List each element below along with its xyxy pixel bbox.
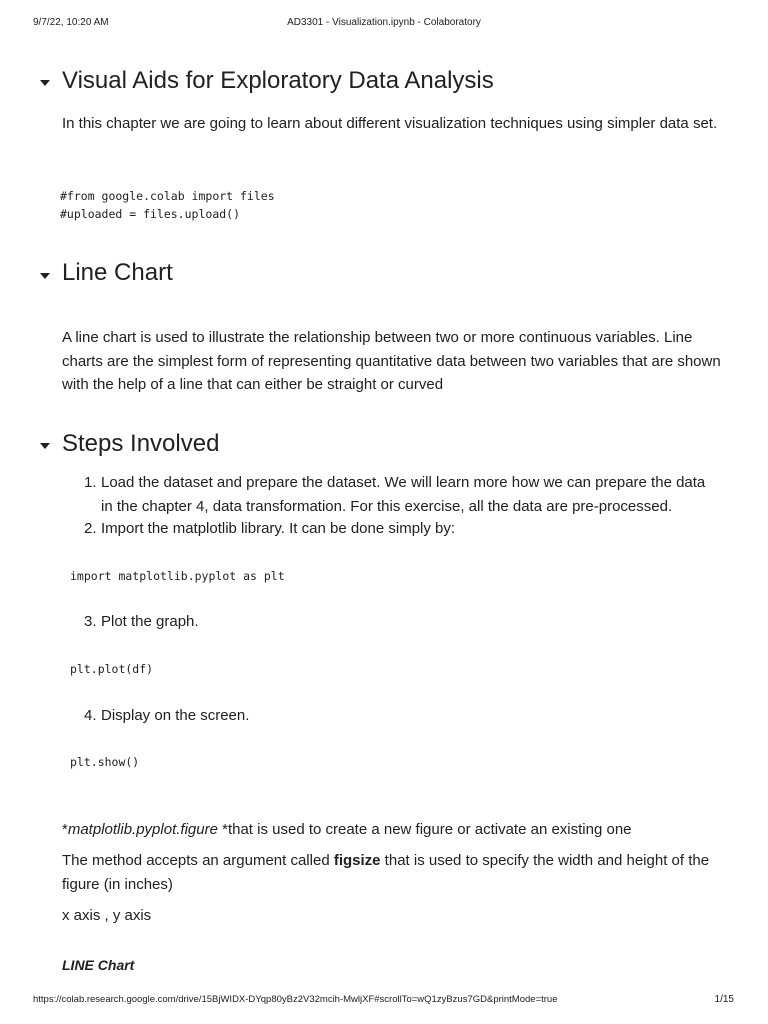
code-cell-import[interactable]: import matplotlib.pyplot as plt: [70, 569, 285, 583]
print-footer-url: https://colab.research.google.com/drive/15BjWIDX-DYqp80yBz2V32mcih-MwljXF#scrollTo=wQ1zyBzus7GD&printMode=true: [33, 994, 558, 1005]
code-line: #uploaded = files.upload(): [60, 206, 241, 221]
code-cell-upload[interactable]: [60, 188, 275, 223]
note-before: The method accepts an argument called: [62, 852, 334, 869]
print-header-datetime: 9/7/22, 10:20 AM: [33, 17, 109, 28]
list-item-text: Plot the graph.: [101, 613, 199, 630]
list-item-number: 3.: [84, 613, 97, 630]
list-item-number: 1.: [84, 474, 97, 491]
figsize-note: [62, 849, 730, 896]
figsize-keyword: figsize: [333, 852, 381, 869]
note-after: that is used to specify the width and height of the figure (in inches): [62, 852, 710, 893]
collapse-section-caret-icon[interactable]: [40, 443, 50, 449]
list-item: [84, 517, 721, 541]
figure-function-note: [62, 818, 730, 842]
visual-aids-intro-text: In this chapter we are going to learn about different visualization techniques using simpler data set.: [62, 115, 718, 132]
code-line: #from google.colab import files: [60, 189, 275, 203]
list-item-number: 4.: [84, 707, 97, 724]
note-suffix: *that is used to create a new figure or activate an existing one: [217, 821, 632, 838]
print-header-title: AD3301 - Visualization.ipynb - Colaboratory: [287, 17, 481, 28]
list-item-text: Load the dataset and prepare the dataset. We will learn more how we can prepare the data in the chapter 4, data transformation. For this exercise, all the data are pre-processed.: [101, 474, 706, 515]
code-cell-show[interactable]: plt.show(): [70, 755, 140, 769]
list-item-number: 2.: [84, 520, 97, 537]
list-item: [84, 704, 721, 728]
list-item-text: Display on the screen.: [101, 707, 250, 724]
function-name-italic: matplotlib.pyplot.figure: [67, 821, 218, 838]
line-chart-description: A line chart is used to illustrate the relationship between two or more continuous variables. Line charts are the simplest form of representing quantitative data between two variables that are shown with the help of a line that can either be straight or curved: [62, 329, 721, 393]
axis-note: x axis , y axis: [62, 907, 152, 924]
list-item-text: Import the matplotlib library. It can be done simply by:: [101, 520, 456, 537]
collapse-section-caret-icon[interactable]: [40, 273, 50, 279]
code-cell-plot[interactable]: plt.plot(df): [70, 662, 154, 676]
collapse-section-caret-icon[interactable]: [40, 80, 50, 86]
note-prefix: *: [62, 821, 68, 838]
section-heading-steps-involved: Steps Involved: [62, 430, 220, 457]
print-footer-page-indicator: 1/15: [714, 994, 734, 1005]
section-heading-visual-aids: Visual Aids for Exploratory Data Analysis: [62, 67, 494, 94]
line-chart-subheading: LINE Chart: [62, 957, 135, 973]
section-heading-line-chart: Line Chart: [62, 259, 173, 286]
list-item: [84, 610, 721, 634]
list-item: [84, 471, 721, 518]
